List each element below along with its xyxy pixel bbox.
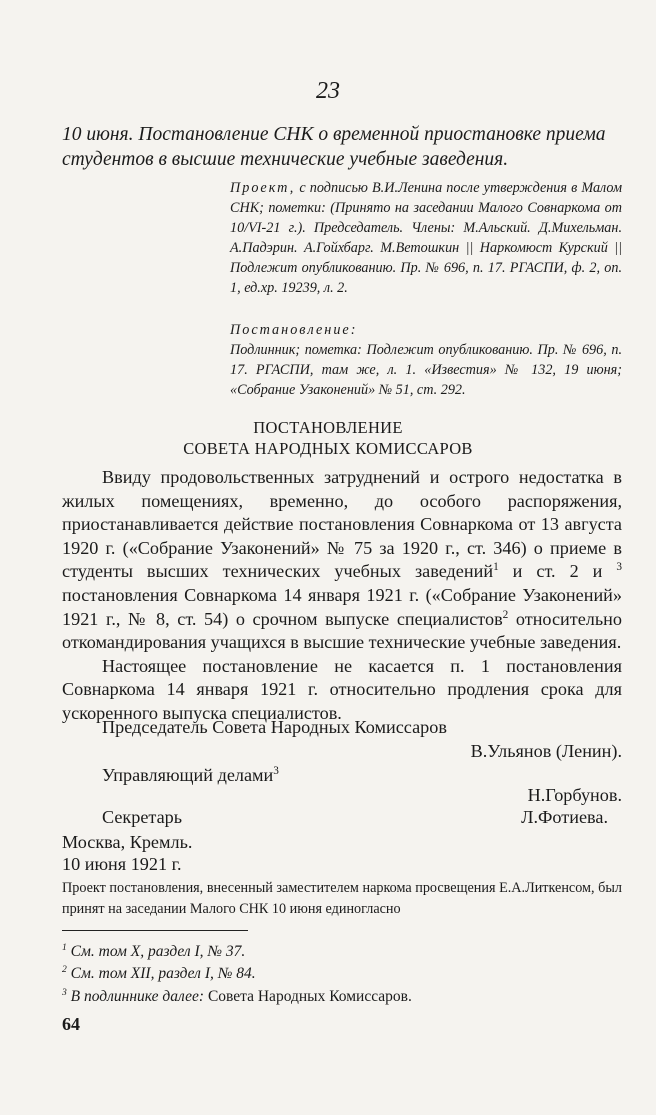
chair-title: Председатель Совета Народных Комиссаров: [102, 717, 447, 737]
secretary-signature: Л.Фотиева.: [521, 807, 608, 827]
source-note-decree: [230, 320, 622, 400]
footnote-1: $^1$ См. том X, раздел I, № 37.: [62, 941, 246, 960]
source-text-decree: Подлинник; пометка: Подлежит опубликованию. Пр. № 696, п. 17. РГАСПИ, там же, л. 1. «Известия» № 132, 19 июня; «Собрание Узаконений» № 51, ст. 292.: [230, 342, 622, 398]
secretary-title: Секретарь: [102, 807, 183, 827]
document-title: 10 июня. Постановление СНК о временной приостановке приема студентов в высшие технические учебные заведения.: [62, 124, 606, 170]
footnote-ref-manager: 3: [273, 764, 279, 777]
source-label-decree: Постановление:: [230, 322, 358, 338]
source-text-draft: с подписью В.И.Ленина после утверждения в Малом СНК; пометки: (Принято на заседании Малого Совнаркома от 10/VI-21 г.). Председатель. Члены: М.Альский. Д.Михельман. А.Падэрин. А.Гойхбарг. М.Ветошкин || Наркомюст Курский || Подлежит опубликованию. Пр. № 696, п. 17. РГАСПИ, ф. 2, оп. 1, ед.хр. 19239, л. 2.: [230, 180, 623, 296]
document-number: 23: [316, 78, 340, 104]
footnote-ref-1: 1: [493, 561, 499, 574]
footnote-ref-2: 2: [502, 608, 509, 621]
editorial-note: Проект постановления, внесенный заместителем наркома просвещения Е.А.Литкенсом, был принят на заседании Малого СНК 10 июня единогласно: [62, 880, 622, 917]
footnote-2: $^2$ См. том XII, раздел I, № 84.: [62, 963, 256, 982]
footnote-ref-3: 3: [616, 561, 623, 574]
footnote-3: $^3$ В подлиннике далее: Совета Народных Комиссаров.: [62, 986, 412, 1005]
page-number: 64: [62, 1014, 80, 1034]
decree-paragraph-1: Ввиду продовольственных затруднений и острого недостатка в жилых помещениях, временно, до особого распоряжения, приостанавливается действие постановления Совнаркома от 13 августа 1920 г. («Собрание Узаконений» № 75 за 1920 г., ст. 346) о приеме в студенты высших технических учебных заведений$^1$ и ст. 2 и $^3$ постановления Совнаркома 14 января 1921 г. («Собрание Узаконений» 1921 г., № 8, ст. 54) о срочном выпуске специалистов$^2$ относительно откомандирования учащихся в высшие технические учебные заведения.: [62, 467, 623, 653]
decree-paragraph-2: Настоящее постановление не касается п. 1 постановления Совнаркома 14 января 1921 г. относительно продления срока для ускоренного выпуска специалистов.: [62, 655, 622, 723]
manager-signature: Н.Горбунов.: [527, 785, 622, 805]
chair-signature: В.Ульянов (Ленин).: [470, 741, 622, 761]
decree-body: [62, 466, 622, 726]
place: Москва, Кремль.: [62, 832, 193, 852]
decree-subheading: СОВЕТА НАРОДНЫХ КОМИССАРОВ: [183, 439, 473, 458]
date: 10 июня 1921 г.: [62, 854, 182, 874]
manager-title: Управляющий делами$^3$: [102, 764, 279, 785]
source-note-draft: [230, 178, 622, 298]
decree-heading: ПОСТАНОВЛЕНИЕ: [253, 418, 403, 437]
footnote-divider: [62, 930, 248, 931]
source-label-draft: Проект,: [230, 180, 296, 196]
